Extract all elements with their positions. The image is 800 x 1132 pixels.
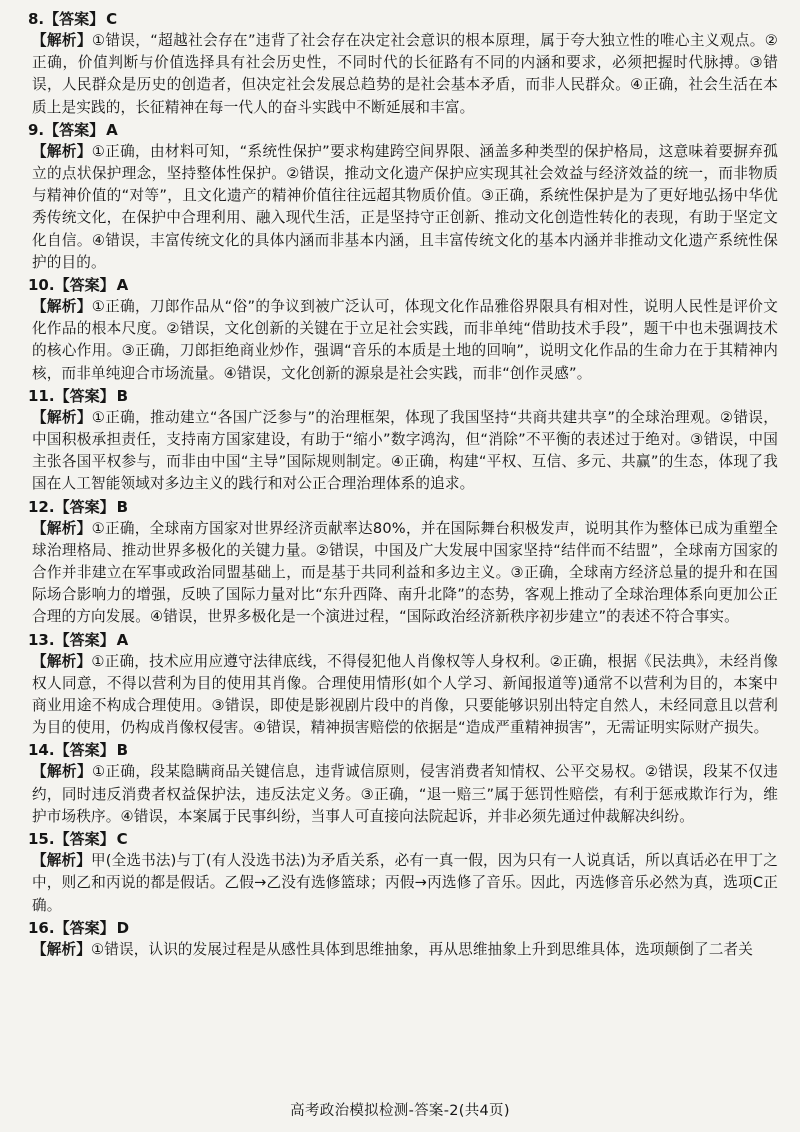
page-footer: 高考政治模拟检测-答案-2(共4页) (290, 1103, 510, 1119)
answer-letter: C (106, 10, 118, 28)
question-number: 11. (28, 386, 55, 405)
analysis-body: ①正确，段某隐瞒商品关键信息，违背诚信原则，侵害消费者知情权、公平交易权。②错误，段某不仅违约，同时违反消费者权益保护法，违反法定义务。③正确，“退一赔三”属于惩罚性赔偿，有利于惩戒欺诈行为，维护市场秩序。④错误，本案属于民事纠纷，当事人可直接向法院起诉，并非必须先通过仲裁解决纠纷。 (32, 763, 778, 825)
analysis-tag: 【解析】 (32, 32, 92, 49)
answer-tag: 【答案】 (54, 830, 115, 849)
answer-line (28, 119, 778, 141)
answer-tag: 【答案】 (54, 386, 115, 405)
analysis-body: ①正确，刀郎作品从“俗”的争议到被广泛认可，体现文化作品雅俗界限具有相对性，说明人民性是评价文化作品的根本尺度。②错误，文化创新的关键在于立足社会实践，而非单纯“借助技术手段”，题干中也未强调技术的核心作用。③正确，刀郎拒绝商业炒作，强调“音乐的本质是土地的回响”，说明文化作品的生命力在于其精神内核，而非单纯迎合市场流量。④错误，文化创新的源泉是社会实践，而非“创作灵感”。 (32, 298, 778, 382)
question-16 (28, 917, 778, 961)
answer-line (28, 828, 778, 850)
answer-line (28, 629, 778, 651)
answer-letter: B (116, 386, 129, 405)
question-number: 12. (28, 497, 55, 516)
analysis-tag: 【解析】 (32, 852, 91, 870)
question-15 (28, 828, 778, 917)
answer-letter: B (116, 741, 129, 760)
answer-line (28, 8, 778, 30)
analysis-body: ①错误，认识的发展过程是从感性具体到思维抽象，再从思维抽象上升到思维具体，选项颠倒了二者关 (90, 940, 753, 958)
question-number: 10. (28, 276, 55, 295)
question-8 (28, 8, 778, 119)
answer-tag: 【答案】 (54, 741, 115, 760)
answer-tag: 【答案】 (54, 497, 115, 516)
analysis-text (32, 651, 778, 740)
question-number: 8. (28, 10, 45, 28)
analysis-body: ①错误，“超越社会存在”违背了社会存在决定社会意识的根本原理，属于夸大独立性的唯心主义观点。②正确，价值判断与价值选择具有社会历史性，不同时代的长征路有不同的内涵和要求，必须把握时代脉搏。③错误，人民群众是历史的创造者，但决定社会发展总趋势的是社会基本矛盾，而非人民群众。④正确，社会生活在本质上是实践的，长征精神在每一代人的奋斗实践中不断延展和丰富。 (32, 32, 778, 116)
analysis-text (32, 518, 778, 629)
answer-line (28, 917, 778, 939)
analysis-text (32, 407, 778, 496)
analysis-text (32, 761, 778, 828)
answer-letter: A (116, 630, 129, 649)
question-number: 16. (28, 918, 55, 937)
answer-tag: 【答案】 (54, 630, 115, 649)
question-12 (28, 496, 778, 629)
question-number: 14. (28, 741, 55, 760)
answer-letter: A (116, 276, 129, 295)
analysis-text (32, 850, 778, 917)
answer-letter: A (106, 120, 118, 139)
analysis-text (32, 296, 778, 385)
analysis-tag: 【解析】 (32, 940, 91, 958)
answer-letter: B (116, 497, 129, 516)
analysis-tag: 【解析】 (32, 652, 92, 670)
analysis-tag: 【解析】 (32, 408, 92, 426)
analysis-text (32, 30, 778, 119)
question-13 (28, 629, 778, 740)
answer-tag: 【答案】 (44, 120, 105, 139)
analysis-text (32, 141, 778, 274)
question-10 (28, 274, 778, 385)
analysis-body: ①正确，由材料可知，“系统性保护”要求构建跨空间界限、涵盖多种类型的保护格局，这意味着要摒弃孤立的点状保护理念，坚持整体性保护。②错误，推动文化遗产保护应实现其社会效益与经济效益的统一，而非物质与精神价值的“对等”，且文化遗产的精神价值往往远超其物质价值。③正确，系统性保护是为了更好地弘扬中华优秀传统文化，在保护中合理利用、融入现代生活，正是坚持守正创新、推动文化创造性转化的表现，有助于坚定文化自信。④错误，丰富传统文化的具体内涵而非基本内涵，且丰富传统文化的基本内涵并非推动文化遗产系统性保护的目的。 (32, 142, 778, 271)
answer-line (28, 274, 778, 296)
analysis-body: ①正确，全球南方国家对世界经济贡献率达80%，并在国际舞台积极发声，说明其作为整体已成为重塑全球治理格局、推动世界多极化的关键力量。②错误，中国及广大发展中国家坚持“结伴而不结盟”，全球南方国家的合作并非建立在军事或政治同盟基础上，而是基于共同利益和多边主义。③正确，全球南方经济总量的提升和在国际场合影响力的增强，反映了国际力量对比“东升西降、南升北降”的态势，客观上推动了全球治理体系向更加公正合理的方向发展。④错误，世界多极化是一个演进过程，“国际政治经济新秩序初步建立”的表述不符合事实。 (32, 519, 778, 626)
answer-letter: D (116, 918, 130, 937)
question-14 (28, 739, 778, 828)
analysis-tag: 【解析】 (32, 763, 92, 781)
question-number: 13. (28, 630, 55, 649)
question-number: 15. (28, 830, 55, 849)
answer-line (28, 385, 778, 407)
answer-tag: 【答案】 (54, 918, 115, 937)
analysis-tag: 【解析】 (32, 298, 92, 316)
answer-tag: 【答案】 (54, 276, 115, 295)
analysis-body: 甲(全选书法)与丁(有人没选书法)为矛盾关系，必有一真一假，因为只有一人说真话，所以真话必在甲丁之中，则乙和丙说的都是假话。乙假→乙没有选修篮球；丙假→丙选修了音乐。因此，丙选修音乐必然为真，选项C正确。 (32, 852, 778, 914)
question-11 (28, 385, 778, 496)
answer-line (28, 496, 778, 518)
analysis-body: ①正确，推动建立“各国广泛参与”的治理框架，体现了我国坚持“共商共建共享”的全球治理观。②错误，中国积极承担责任，支持南方国家建设，有助于“缩小”数字鸿沟，但“消除”不平衡的表述过于绝对。③错误，中国主张各国平权参与，而非由中国“主导”国际规则制定。④正确，构建“平权、互信、多元、共赢”的生态，体现了我国在人工智能领域对多边主义的践行和对公正合理治理体系的追求。 (32, 408, 778, 493)
answer-tag: 【答案】 (44, 10, 105, 28)
analysis-body: ①正确，技术应用应遵守法律底线，不得侵犯他人肖像权等人身权利。②正确，根据《民法典》，未经肖像权人同意，不得以营利为目的使用其肖像。合理使用情形(如个人学习、新闻报道等)通常不以营利为目的，本案中商业用途不构成合理使用。③错误，即使是影视剧片段中的肖像，只要能够识别出特定自然人，未经同意且以营利为目的使用，仍构成肖像权侵害。④错误，精神损害赔偿的依据是“造成严重精神损害”，无需证明实际财产损失。 (32, 652, 778, 737)
analysis-tag: 【解析】 (32, 519, 92, 537)
analysis-tag: 【解析】 (32, 142, 92, 160)
answer-letter: C (116, 830, 128, 849)
question-number: 9. (28, 120, 45, 139)
question-9 (28, 119, 778, 274)
answer-line (28, 739, 778, 761)
analysis-text (32, 939, 778, 961)
